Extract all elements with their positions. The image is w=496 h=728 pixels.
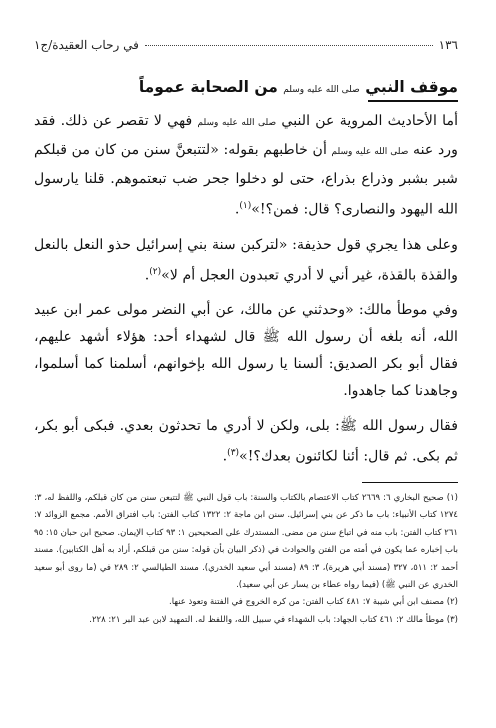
- footnote-1: (١) صحيح البخاري ٦: ٢٦٦٩ كتاب الاعتصام بالكتاب والسنة: باب قول النبي ﷺ لتتبعن سنن من كان قبلكم، واللفظ له، ٣: ١٢٧٤ كتاب الأنبياء: باب ما ذكر عن بني إسرائيل. سنن ابن ماجة ٢: ١٣٢٢ كتاب الفتن: باب افتراق الأمم. مجمع الزوائد ٧: ٢٦١ كتاب الفتن: باب منه في اتباع سنن من مضى. المستدرك على الصحيحين ١: ٩٣ كتاب الإيمان. صحيح ابن حبان ١٥: ٩٥ باب إخباره عما يكون في أمته من الفتن والحوادث في (ذكر البيان بأن قوله: سنن من قبلكم، أراد به أهل الكتابين). مسند أحمد ٢: ٥١١، ٣٢٧ (مسند أبي هريرة)، ٣: ٨٩ (مسند أبي سعيد الخدري). مسند الطيالسي ٢: ٢٨٩ في (ما روى أبو سعيد الخدري عن النبي ﷺ) (فيما رواه عطاء بن يسار عن أبي سعيد).: [34, 493, 458, 591]
- section-title: [139, 78, 458, 96]
- p1-text-b: فهي لا تقصر عن ذلك. فقد ورد عنه: [34, 113, 458, 158]
- footnote-2: (٢) مصنف ابن أبي شيبة ٧: ٤٨١ كتاب الفتن: من كره الخروج في الفتنة وتعوذ عنها.: [169, 597, 458, 608]
- paragraph-3: [34, 297, 458, 405]
- paragraph-1: أما الأحاديث المروية عن النبي صلى الله عليه وسلم فهي لا تقصر عن ذلك. فقد ورد عنه صلى الله عليه وسلم أن خاطبهم بقوله: «لتتبعنَّ سنن من كان من قبلكم شبر بشبر وذراع بذراع، حتى لو دخلوا جحر ضب تبعتموهم. قلنا يارسول الله اليهود والنصارى؟ قال: فمن؟!»$^{(١)}$.: [34, 113, 459, 218]
- p2-text: وعلى هذا يجري قول حذيفة: «لتركبن سنة بني إسرائيل حذو النعل بالنعل والقذة بالقذة، غير أني لا أدري تعبدون العجل أم لا»: [34, 236, 458, 284]
- footnote-ref-1[interactable]: (١): [239, 201, 252, 211]
- paragraph-2: وعلى هذا يجري قول حذيفة: «لتركبن سنة بني إسرائيل حذو النعل بالنعل والقذة بالقذة، غير أني لا أدري تعبدون العجل أم لا»$^{(٢)}$.: [34, 236, 458, 284]
- p1-text-c: أن خاطبهم بقوله: «لتتبعنَّ سنن من كان من قبلكم شبر بشبر وذراع بذراع، حتى لو دخلوا جحر ضب تبعتموهم. قلنا يارسول الله اليهود والنصارى؟ قال: فمن؟!»: [34, 142, 458, 218]
- section-title-honorific: صلى الله عليه وسلم: [283, 85, 360, 95]
- p4-text: فقال رسول الله ﷺ: بلى، ولكن لا أدري ما تحدثون بعدي. فبكى أبو بكر، ثم بكى. ثم قال: أئنا لكائنون بعدك؟!»: [34, 418, 458, 466]
- section-title-start: موقف النبي: [365, 78, 458, 96]
- page-number: ١٣٦: [438, 38, 458, 52]
- footnote-separator: [362, 482, 458, 483]
- footnote-ref-3[interactable]: (٣): [227, 448, 240, 459]
- p1-honorific-2: صلى الله عليه وسلم: [331, 147, 409, 157]
- paragraph-4: فقال رسول الله ﷺ: بلى، ولكن لا أدري ما تحدثون بعدي. فبكى أبو بكر، ثم بكى. ثم قال: أئنا لكائنون بعدك؟!»$^{(٣)}$.: [34, 418, 458, 466]
- p1-text-a: أما الأحاديث المروية عن النبي: [281, 113, 459, 129]
- book-title: في رحاب العقيدة/ج١: [34, 38, 139, 52]
- footnote-ref-2[interactable]: (٢): [149, 266, 162, 277]
- footnotes: [34, 490, 458, 629]
- leader-dots: [145, 45, 433, 46]
- title-underline: [368, 100, 458, 102]
- p1-honorific-1: صلى الله عليه وسلم: [197, 118, 277, 128]
- section-title-end: من الصحابة عموماً: [138, 78, 278, 96]
- p3-text: وفي موطأ مالك: «وحدثني عن مالك، عن أبي النضر مولى عمر ابن عبيد الله، أنه بلغه أن رسول الله ﷺ قال لشهداء أحد: هؤلاء أشهد عليهم، فقال أبو بكر الصديق: ألسنا يا رسول الله بإخوانهم، أسلمنا كما أسلموا، وجاهدنا كما جاهدوا.: [34, 302, 458, 400]
- footnote-3: (٣) موطأ مالك ٢: ٤٦١ كتاب الجهاد: باب الشهداء في سبيل الله، واللفظ له. التمهيد لابن عبد البر ٢١: ٢٢٨.: [89, 614, 458, 625]
- body-text: [34, 108, 458, 479]
- running-head: [34, 38, 458, 52]
